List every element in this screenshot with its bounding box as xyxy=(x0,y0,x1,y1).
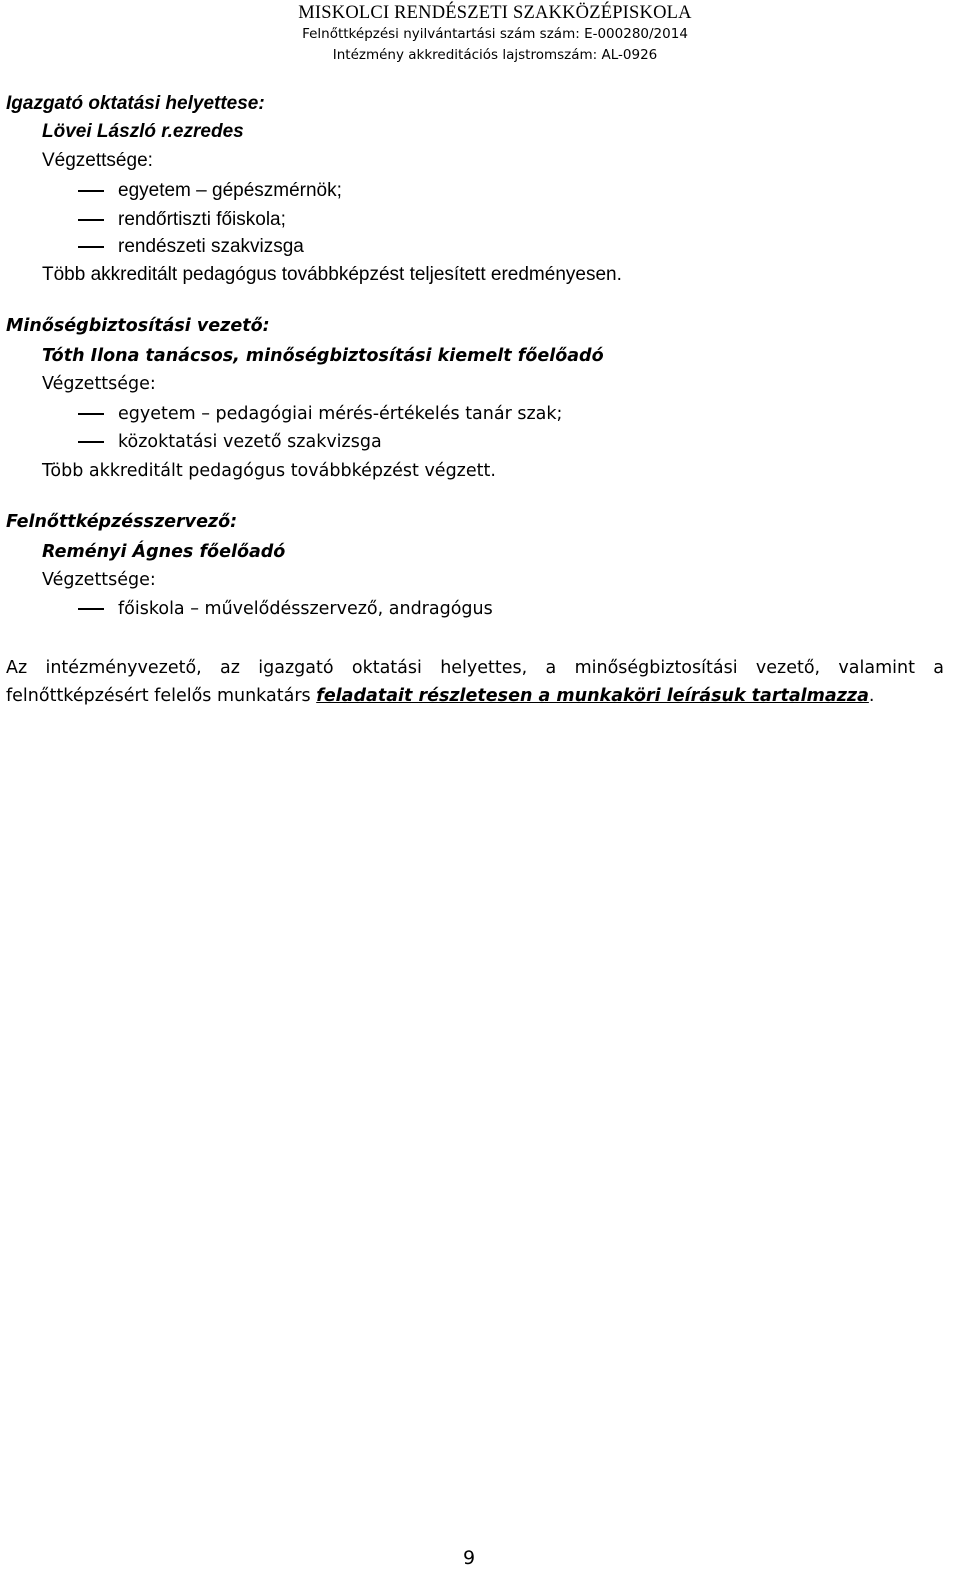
list-item: egyetem – gépészmérnök; xyxy=(78,180,342,202)
education-label: Végzettsége: xyxy=(42,150,153,171)
emphasized-text: feladatait részletesen a munkaköri leírásuk tartalmazza xyxy=(316,686,869,706)
role-title: Felnőttképzésszervező: xyxy=(6,512,238,532)
person-name: Lövei László r.ezredes xyxy=(42,121,244,142)
page-header xyxy=(270,2,720,66)
education-label: Végzettsége: xyxy=(42,374,156,394)
page-number: 9 xyxy=(463,1547,476,1569)
school-name: MISKOLCI RENDÉSZETI SZAKKÖZÉPISKOLA xyxy=(298,3,692,23)
person-name: Reményi Ágnes főelőadó xyxy=(42,542,286,562)
role-title: Igazgató oktatási helyettese: xyxy=(6,93,265,114)
training-note: Több akkreditált pedagógus továbbképzést végzett. xyxy=(42,461,496,481)
dash-bullet xyxy=(78,608,104,609)
list-item: rendészeti szakvizsga xyxy=(78,236,304,258)
list-item: rendőrtiszti főiskola; xyxy=(78,209,286,231)
education-label: Végzettsége: xyxy=(42,570,156,590)
dash-bullet xyxy=(78,190,104,191)
dash-bullet xyxy=(78,219,104,220)
list-item: egyetem – pedagógiai mérés-értékelés tanár szak; xyxy=(78,404,562,424)
closing-paragraph: Az intézményvezető, az igazgató oktatási helyettes, a minőségbiztosítási vezető, valamint a felnőttképzésért felelős munkatárs feladatait részletesen a munkaköri leírásuk tartalmazza. xyxy=(6,658,944,706)
registry-number: Felnőttképzési nyilvántartási szám szám: E-000280/2014 xyxy=(302,26,688,42)
dash-bullet xyxy=(78,413,104,414)
person-name: Tóth Ilona tanácsos, minőségbiztosítási kiemelt főelőadó xyxy=(42,346,604,366)
accreditation-number: Intézmény akkreditációs lajstromszám: AL-0926 xyxy=(332,47,658,63)
dash-bullet xyxy=(78,246,104,247)
dash-bullet xyxy=(78,441,104,442)
role-title: Minőségbiztosítási vezető: xyxy=(6,316,270,336)
list-item: közoktatási vezető szakvizsga xyxy=(78,432,382,452)
list-item: főiskola – művelődésszervező, andragógus xyxy=(78,599,493,619)
training-note: Több akkreditált pedagógus továbbképzést teljesített eredményesen. xyxy=(42,264,622,285)
